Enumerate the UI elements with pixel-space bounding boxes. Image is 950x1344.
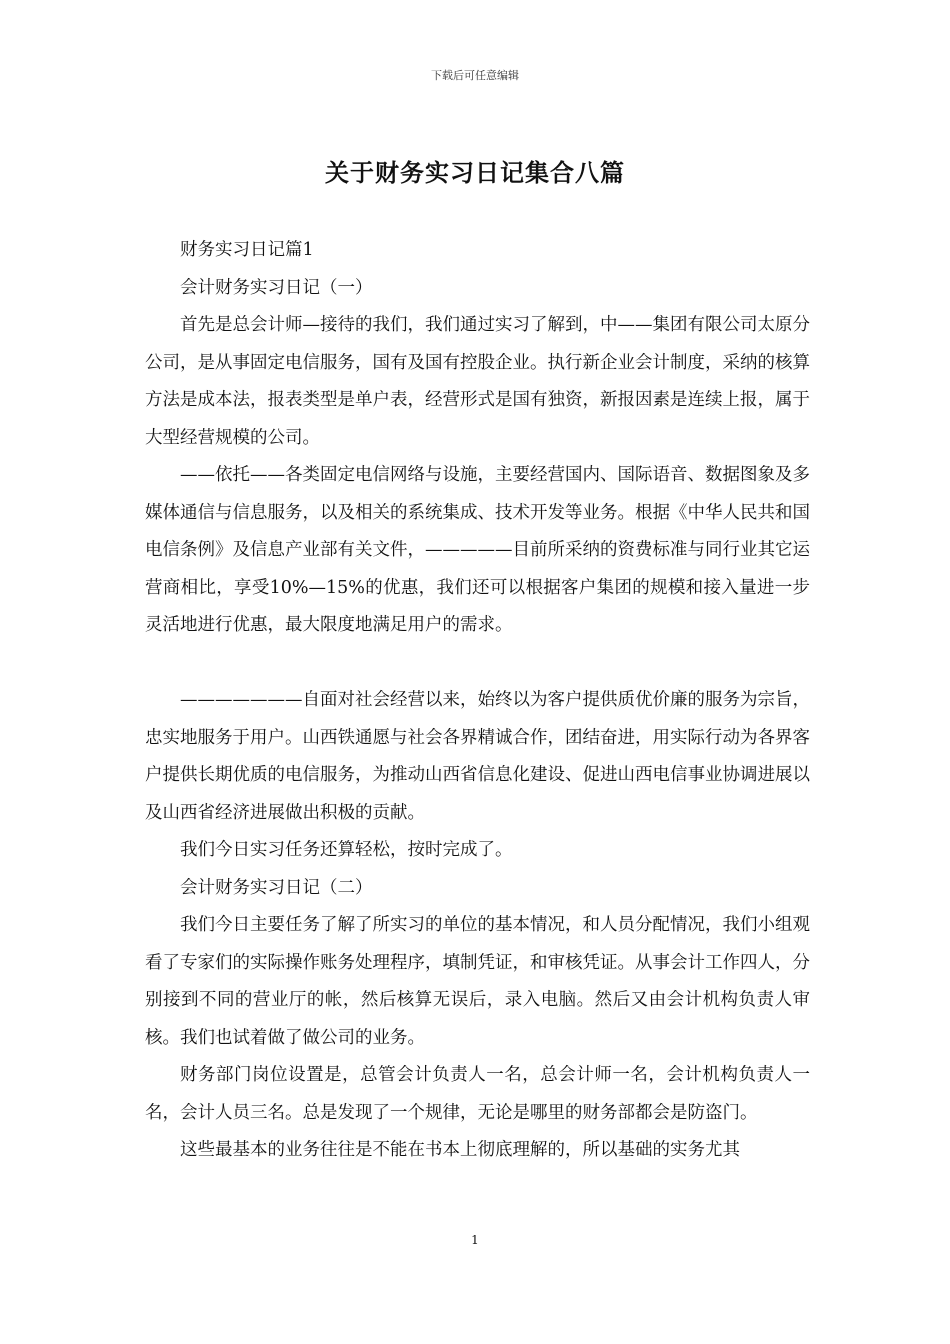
body-paragraph: 首先是总会计师—接待的我们，我们通过实习了解到，中——集团有限公司太原分公司，是从事固定电信服务，国有及国有控股企业。执行新企业会计制度，采纳的核算方法是成本法，报表类型是单户表，经营形式是国有独资，新报因素是连续上报，属于大型经营规模的公司。: [145, 315, 810, 448]
body-paragraph: 我们今日主要任务了解了所实习的单位的基本情况，和人员分配情况，我们小组观看了专家们的实际操作账务处理程序，填制凭证，和审核凭证。从事会计工作四人，分别接到不同的营业厅的帐，然后核算无误后，录入电脑。然后又由会计机构负责人审核。我们也试着做了做公司的业务。: [145, 915, 810, 1048]
document-title: 关于财务实习日记集合八篇: [325, 158, 625, 187]
page-number: 1: [471, 1233, 479, 1247]
body-paragraph: ———————自面对社会经营以来，始终以为客户提供质优价廉的服务为宗旨，忠实地服务于用户。山西铁通愿与社会各界精诚合作，团结奋进，用实际行动为各界客户提供长期优质的电信服务，为推动山西省信息化建设、促进山西电信事业协调进展以及山西省经济进展做出积极的贡献。: [145, 690, 810, 823]
body-paragraph: 我们今日实习任务还算轻松，按时完成了。: [180, 840, 513, 860]
subsection-heading: 会计财务实习日记（二）: [180, 877, 373, 898]
body-paragraph: 财务部门岗位设置是，总管会计负责人一名，总会计师一名，会计机构负责人一名，会计人员三名。总是发现了一个规律，无论是哪里的财务部都会是防盗门。: [145, 1065, 810, 1123]
subsection-heading: 会计财务实习日记（一）: [180, 277, 373, 298]
document-body: [145, 232, 810, 1170]
section-heading: 财务实习日记篇1: [180, 240, 314, 260]
body-paragraph: 这些最基本的业务往往是不能在书本上彻底理解的，所以基础的实务尤其: [180, 1140, 740, 1160]
page-header-note: 下载后可任意编辑: [431, 69, 519, 82]
body-paragraph: ——依托——各类固定电信网络与设施，主要经营国内、国际语音、数据图象及多媒体通信与信息服务，以及相关的系统集成、技术开发等业务。根据《中华人民共和国电信条例》及信息产业部有关文件，—————目前所采纳的资费标准与同行业其它运营商相比，享受10%—15%的优惠，我们还可以根据客户集团的规模和接入量进一步灵活地进行优惠，最大限度地满足用户的需求。: [145, 465, 810, 635]
